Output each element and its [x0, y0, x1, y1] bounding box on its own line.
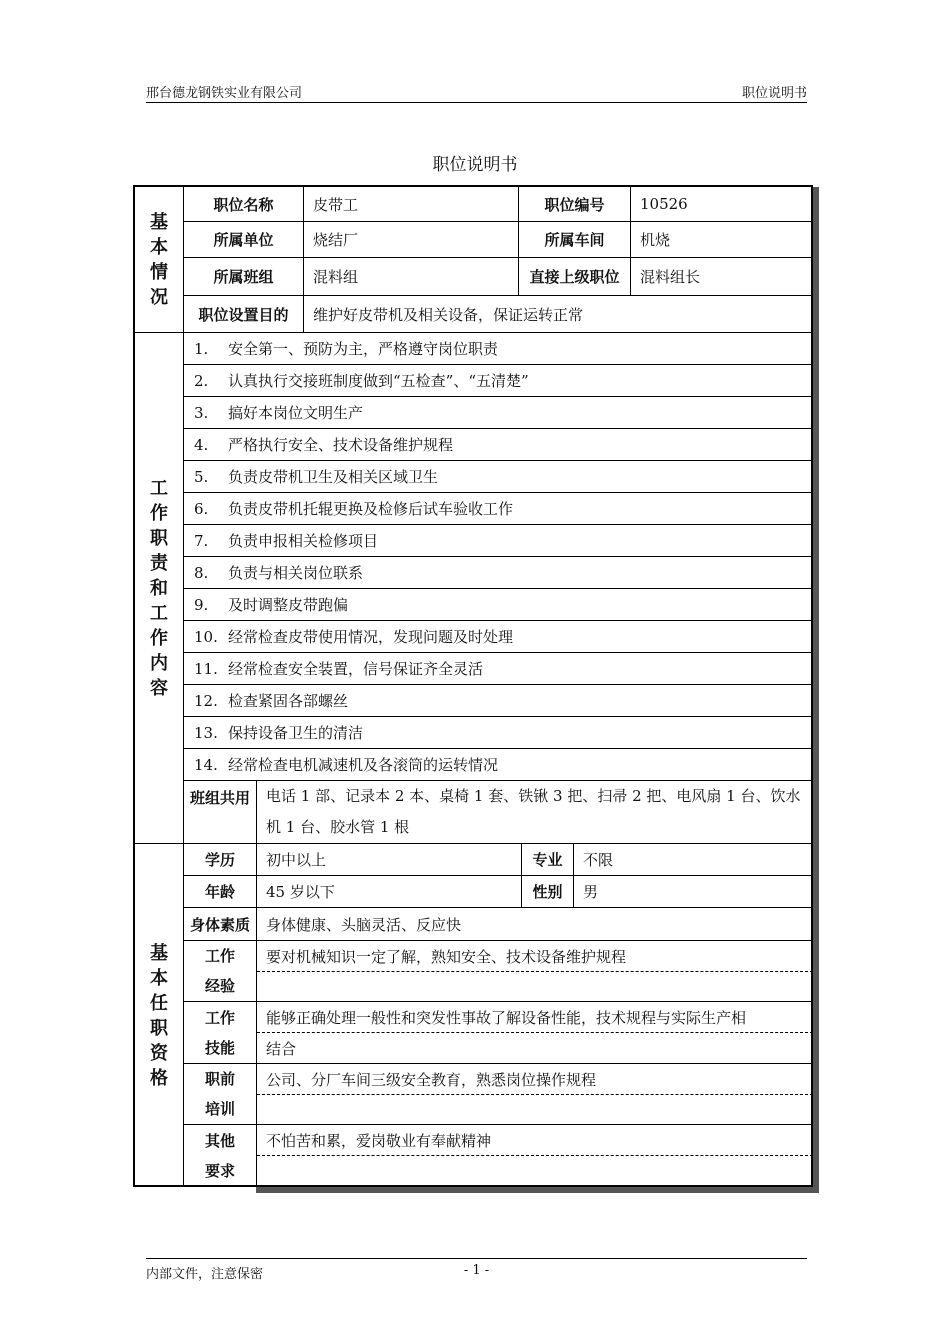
- duty-item: [184, 397, 813, 429]
- duty-item: [184, 365, 813, 397]
- duty-item: [184, 557, 813, 589]
- section-qualifications: [135, 844, 184, 1187]
- section-char: 职: [150, 1017, 168, 1039]
- section-char: 工: [150, 602, 168, 624]
- section-char: 况: [150, 286, 168, 308]
- duty-item: [184, 621, 813, 653]
- label-line: 其他: [204, 1132, 235, 1150]
- duty-number: 12.: [194, 691, 218, 710]
- page-number: - 1 -: [463, 1263, 490, 1278]
- duty-number: 2.: [194, 371, 209, 390]
- major-label: 专业: [522, 844, 574, 876]
- duty-text: 经常检查电机减速机及各滚筒的运转情况: [228, 756, 499, 774]
- workshop-label: 所属车间: [519, 222, 631, 258]
- job-description-table: [133, 185, 813, 1187]
- shared-equipment-value: 电话 1 部、记录本 2 本、桌椅 1 套、铁锹 3 把、扫帚 2 把、电风扇 1 台、饮水机 1 台、胶水管 1 根: [257, 781, 813, 844]
- section-char: 任: [150, 992, 168, 1014]
- superior-value: 混料组长: [631, 258, 813, 296]
- section-char: 工: [150, 477, 168, 499]
- label-line: 技能: [204, 1038, 235, 1057]
- experience-value: 要对机械知识一定了解，熟知安全、技术设备维护规程: [257, 941, 813, 972]
- other-label: [184, 1125, 257, 1187]
- label-line: 要求: [204, 1162, 235, 1180]
- duty-number: 3.: [194, 403, 209, 422]
- duty-number: 14.: [194, 755, 218, 774]
- physical-value: 身体健康、头脑灵活、反应快: [257, 908, 813, 941]
- table-shadow-right: [813, 187, 819, 1192]
- duty-number: 8.: [194, 563, 209, 582]
- age-label: 年龄: [184, 876, 257, 908]
- table-shadow-bottom: [256, 1187, 819, 1193]
- company-name: 邢台德龙钢铁实业有限公司: [146, 86, 303, 101]
- label-line: 职前: [204, 1070, 235, 1088]
- duty-text: 及时调整皮带跑偏: [228, 596, 349, 614]
- page-footer: [146, 1258, 807, 1282]
- section-char: 资: [150, 1042, 168, 1064]
- duty-text: 检查紧固各部螺丝: [228, 692, 349, 710]
- duty-text: 负责皮带机托辊更换及检修后试车验收工作: [228, 500, 514, 518]
- section-char: 作: [150, 627, 168, 649]
- duty-item: [184, 525, 813, 557]
- label-line: 经验: [204, 977, 235, 995]
- duty-item: [184, 653, 813, 685]
- duty-text: 认真执行交接班制度做到“五检查”、“五清楚”: [228, 372, 529, 390]
- section-char: 容: [150, 677, 168, 699]
- physical-label: 身体素质: [184, 908, 257, 941]
- gender-label: 性别: [522, 876, 574, 908]
- duty-item: [184, 589, 813, 621]
- unit-label: 所属单位: [184, 222, 304, 258]
- label-line: 培训: [204, 1100, 235, 1118]
- duty-text: 保持设备卫生的清洁: [228, 724, 364, 742]
- position-name-value: 皮带工: [304, 187, 519, 222]
- team-value: 混料组: [304, 258, 519, 296]
- workshop-value: 机烧: [631, 222, 813, 258]
- position-name-label: 职位名称: [184, 187, 304, 222]
- section-char: 基: [150, 211, 168, 233]
- duty-item: [184, 333, 813, 365]
- duty-number: 9.: [194, 595, 209, 614]
- position-code-value: 10526: [631, 187, 813, 222]
- section-char: 作: [150, 502, 168, 524]
- position-code-label: 职位编号: [519, 187, 631, 222]
- skill-label: [184, 1002, 257, 1064]
- section-char: 基: [150, 942, 168, 964]
- team-label: 所属班组: [184, 258, 304, 296]
- section-char: 情: [150, 261, 168, 283]
- duty-number: 4.: [194, 435, 209, 454]
- duty-text: 负责与相关岗位联系: [228, 564, 364, 582]
- label-line: 工作: [204, 947, 235, 965]
- duty-text: 经常检查安全装置，信号保证齐全灵活: [228, 660, 484, 678]
- duty-number: 6.: [194, 499, 209, 518]
- education-value: 初中以上: [257, 844, 522, 876]
- duty-item: [184, 749, 813, 781]
- page-header: [146, 80, 807, 103]
- shared-equipment-label: 班组共用: [184, 781, 257, 844]
- duty-text: 负责申报相关检修项目: [228, 532, 379, 550]
- section-char: 本: [150, 236, 168, 258]
- duty-number: 7.: [194, 531, 209, 550]
- experience-label: [184, 941, 257, 1002]
- duty-number: 13.: [194, 723, 218, 742]
- duty-item: [184, 685, 813, 717]
- training-value: 公司、分厂车间三级安全教育，熟悉岗位操作规程: [257, 1064, 813, 1095]
- age-value: 45 岁以下: [257, 876, 522, 908]
- education-label: 学历: [184, 844, 257, 876]
- section-char: 职: [150, 527, 168, 549]
- purpose-value: 维护好皮带机及相关设备，保证运转正常: [304, 296, 813, 333]
- header-doc-type: 职位说明书: [741, 86, 807, 101]
- duty-text: 负责皮带机卫生及相关区域卫生: [228, 468, 439, 486]
- superior-label: 直接上级职位: [519, 258, 631, 296]
- skill-value-line2: 结合: [257, 1033, 813, 1064]
- major-value: 不限: [574, 844, 813, 876]
- duty-number: 5.: [194, 467, 209, 486]
- unit-value: 烧结厂: [304, 222, 519, 258]
- section-char: 内: [150, 652, 168, 674]
- confidential-note: 内部文件，注意保密: [146, 1267, 264, 1282]
- duty-number: 10.: [194, 627, 218, 646]
- duty-item: [184, 461, 813, 493]
- duty-item: [184, 493, 813, 525]
- training-blank-line: [257, 1095, 813, 1125]
- duty-item: [184, 717, 813, 749]
- document-title: 职位说明书: [432, 155, 518, 175]
- duty-text: 经常检查皮带使用情况，发现问题及时处理: [228, 628, 514, 646]
- other-blank-line: [257, 1156, 813, 1187]
- experience-blank-line: [257, 972, 813, 1002]
- section-basic-info: [135, 187, 184, 333]
- other-value: 不怕苦和累，爱岗敬业有奉献精神: [257, 1125, 813, 1156]
- section-char: 本: [150, 967, 168, 989]
- gender-value: 男: [574, 876, 813, 908]
- duty-text: 搞好本岗位文明生产: [228, 404, 364, 422]
- section-char: 和: [150, 577, 168, 599]
- duty-number: 11.: [194, 659, 218, 678]
- purpose-label: 职位设置目的: [184, 296, 304, 333]
- duty-number: 1.: [194, 339, 209, 358]
- skill-value-line1: 能够正确处理一般性和突发性事故了解设备性能，技术规程与实际生产相: [257, 1002, 813, 1033]
- duty-text: 安全第一、预防为主，严格遵守岗位职责: [228, 340, 499, 358]
- section-duties: [135, 333, 184, 844]
- training-label: [184, 1064, 257, 1125]
- section-char: 责: [150, 552, 168, 574]
- section-char: 格: [150, 1067, 168, 1089]
- duty-text: 严格执行安全、技术设备维护规程: [228, 436, 454, 454]
- duty-item: [184, 429, 813, 461]
- label-line: 工作: [204, 1008, 235, 1027]
